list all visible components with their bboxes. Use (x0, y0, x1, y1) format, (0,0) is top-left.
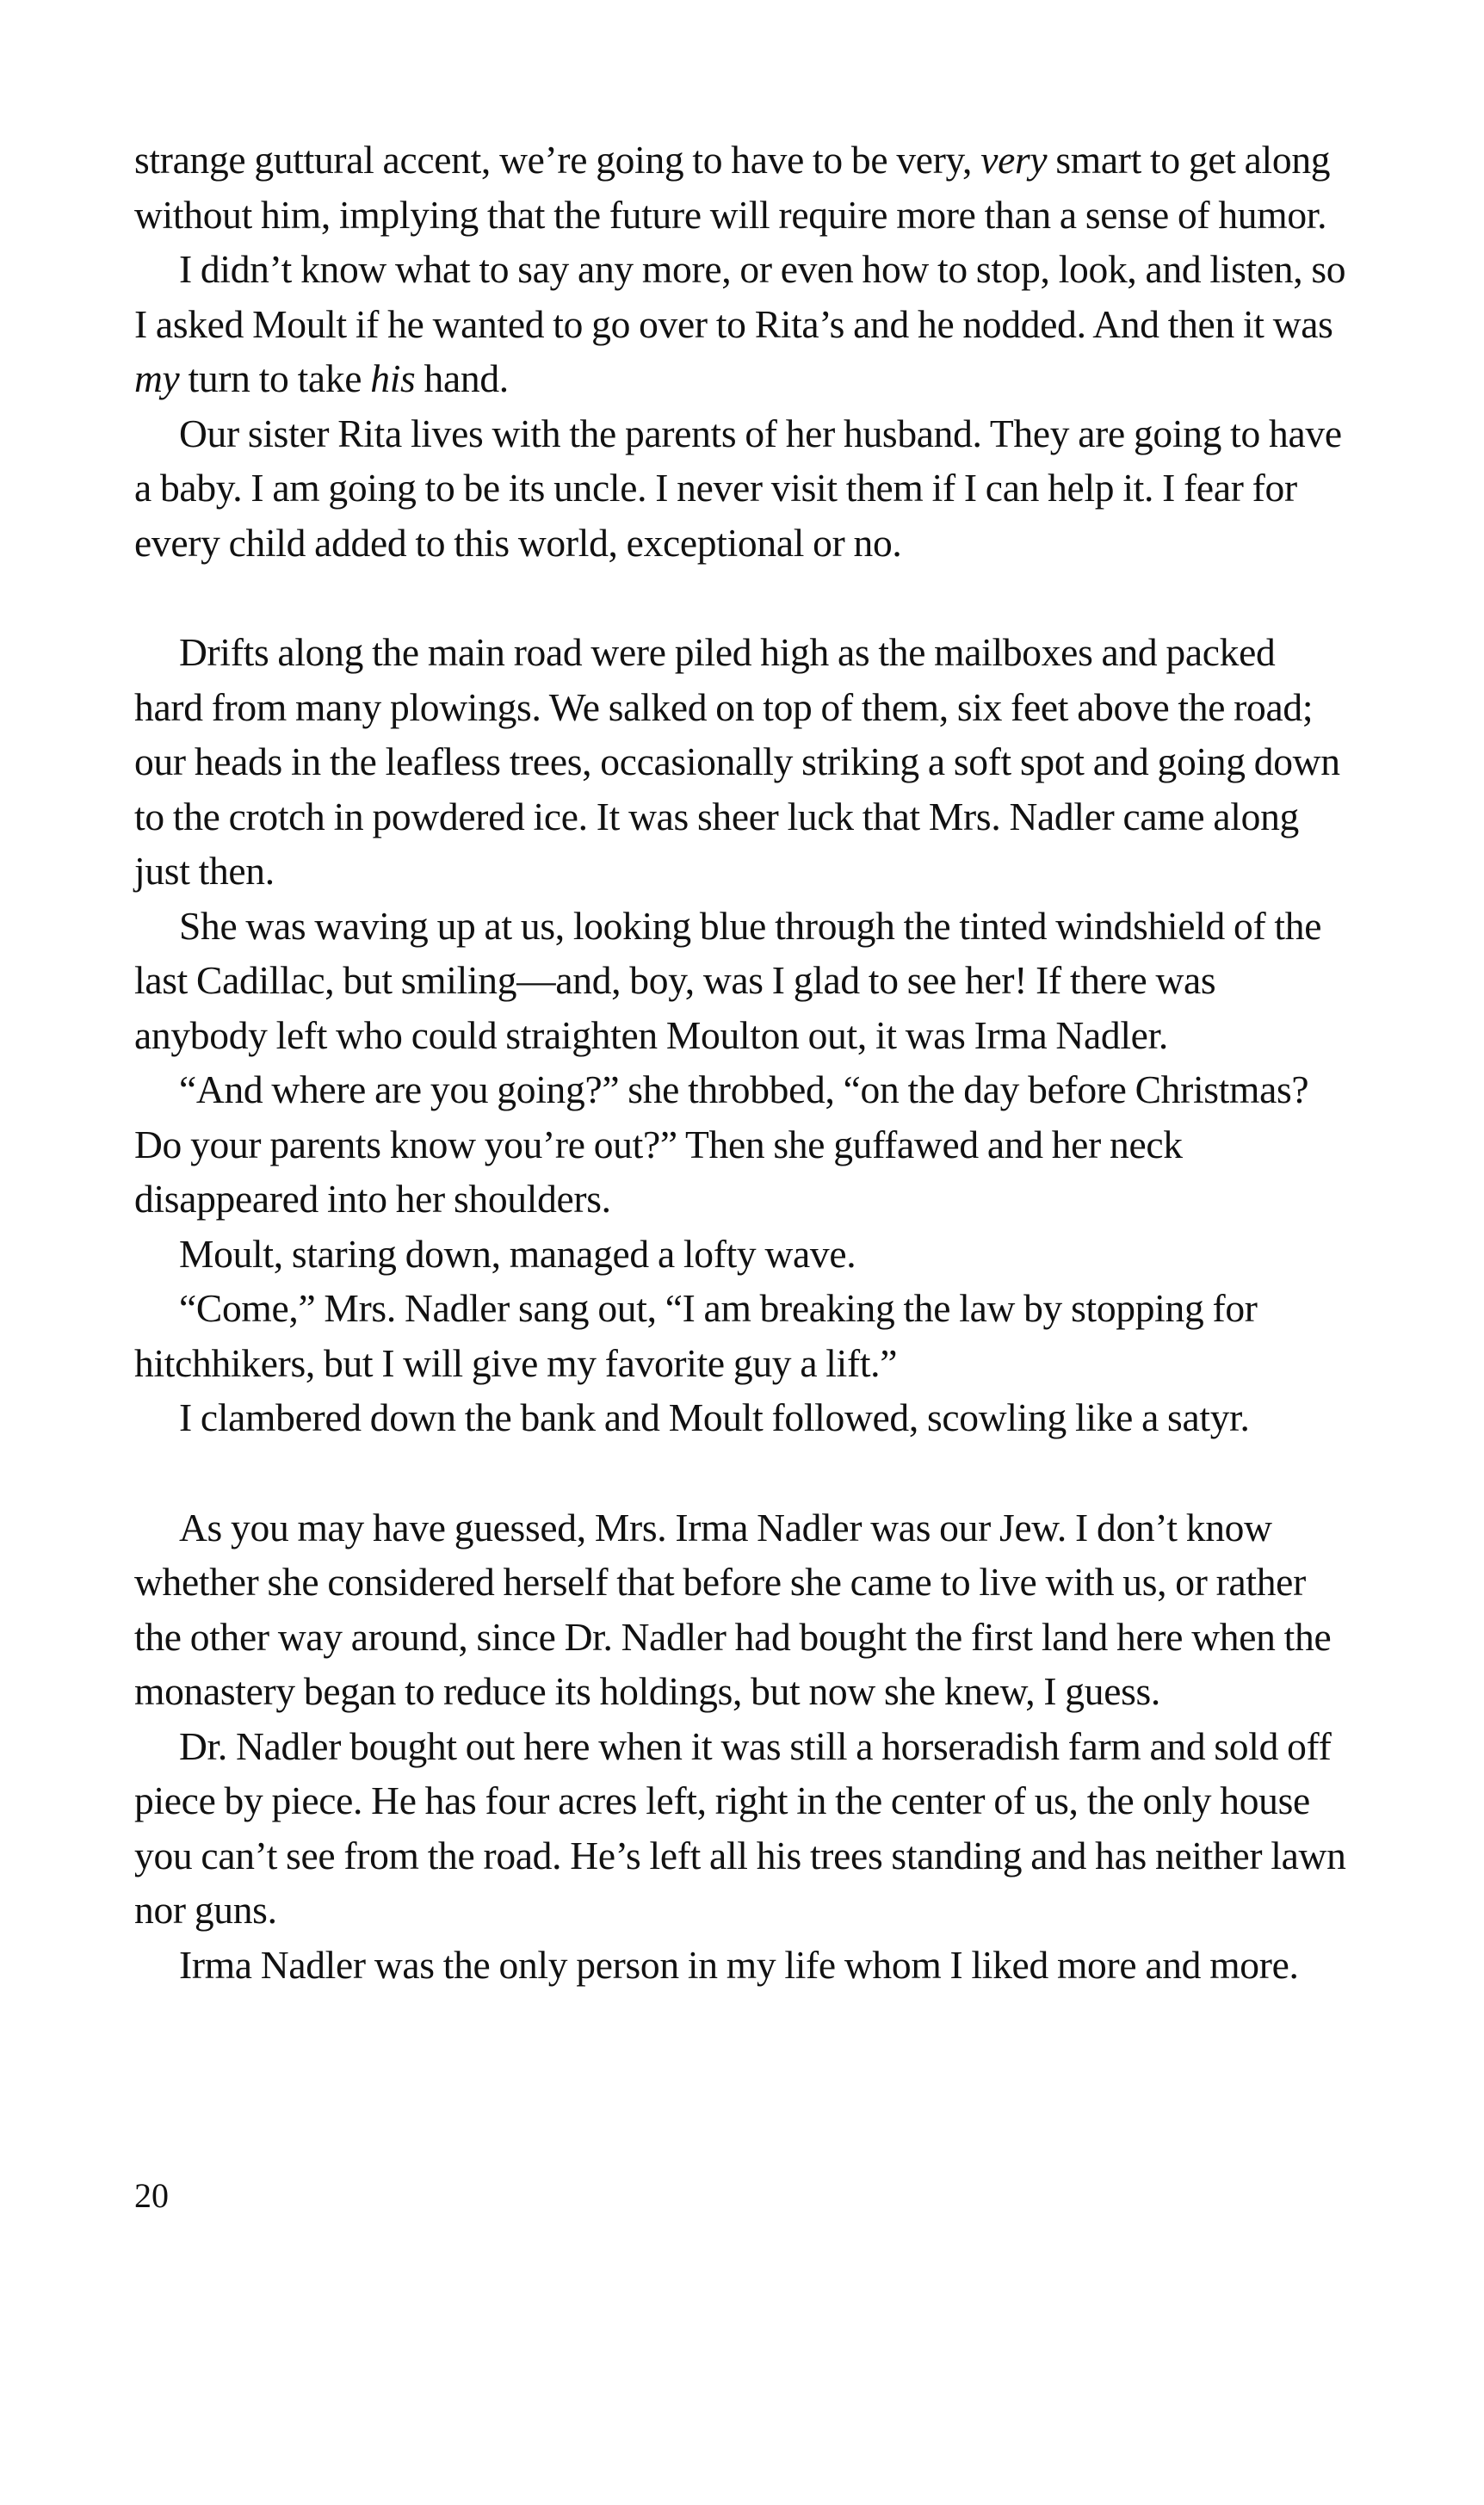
page-body (134, 133, 1348, 1992)
paragraph: As you may have guessed, Mrs. Irma Nadler was our Jew. I don’t know whether she considered herself that before she came to live with us, or rather the other way around, since Dr. Nadler had bought the first land here when the monastery began to reduce its holdings, but now she knew, I guess. (134, 1505, 1332, 1713)
section-break (134, 570, 1348, 625)
section-break (134, 1445, 1348, 1500)
paragraph: strange guttural accent, we’re going to have to be very, very smart to get along without him, implying that the future will require more than a sense of humor. (134, 138, 1331, 237)
paragraph: “And where are you going?” she throbbed, “on the day before Christmas? Do your parents know you’re out?” Then she guffawed and her neck disappeared into her shoulders. (134, 1067, 1309, 1221)
paragraph: Moult, staring down, managed a lofty wave. (179, 1231, 856, 1276)
paragraph: She was waving up at us, looking blue through the tinted windshield of the last Cadillac, but smiling—and, boy, was I glad to see her! If there was anybody left who could straighten Moulton out, it was Irma Nadler. (134, 903, 1322, 1057)
paragraph: Our sister Rita lives with the parents of her husband. They are going to have a baby. I am going to be its uncle. I never visit them if I can help it. I fear for every child added to this world, exceptional or no. (134, 411, 1342, 565)
paragraph: I clambered down the bank and Moult followed, scowling like a satyr. (179, 1395, 1250, 1439)
paragraph: I didn’t know what to say any more, or even how to stop, look, and listen, so I asked Moult if he wanted to go over to Rita’s and he nodded. And then it was my turn to take his hand. (134, 247, 1346, 400)
paragraph: Drifts along the main road were piled high as the mailboxes and packed hard from many plowings. We salked on top of them, six feet above the road; our heads in the leafless trees, occasionally striking a soft spot and going down to the crotch in powdered ice. It was sheer luck that Mrs. Nadler came along just then. (134, 630, 1340, 893)
paragraph: Irma Nadler was the only person in my life whom I liked more and more. (179, 1942, 1299, 1987)
page-number: 20 (134, 2176, 169, 2215)
paragraph: “Come,” Mrs. Nadler sang out, “I am breaking the law by stopping for hitchhikers, but I will give my favorite guy a lift.” (134, 1286, 1258, 1385)
paragraph: Dr. Nadler bought out here when it was still a horseradish farm and sold off piece by piece. He has four acres left, right in the center of us, the only house you can’t see from the road. He’s left all his trees standing and has neither lawn nor guns. (134, 1723, 1346, 1932)
